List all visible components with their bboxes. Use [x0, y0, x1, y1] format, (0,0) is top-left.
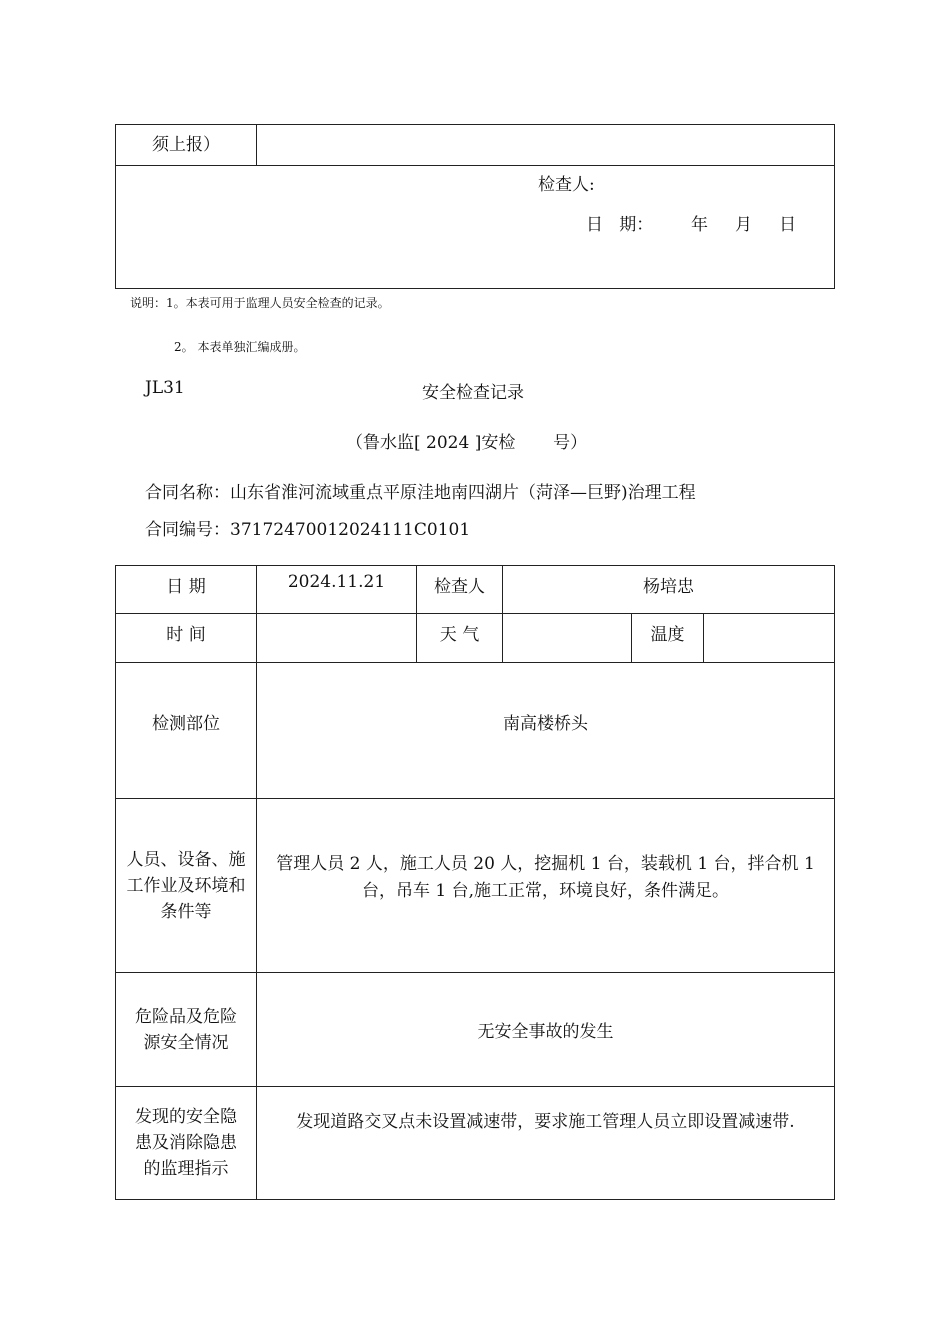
- date-value-cell: [257, 566, 417, 614]
- personnel-label-cell: [116, 799, 257, 973]
- signature-cell: [116, 166, 835, 289]
- inspector-value: 杨培忠: [643, 577, 694, 597]
- findings-value: 发现道路交叉点未设置减速带，要求施工管理人员立即设置减速带.: [296, 1112, 795, 1132]
- inspector-signature-label: 检查人:: [538, 175, 595, 195]
- hazard-value: 无安全事故的发生: [477, 1022, 614, 1042]
- signature-date-line: 日 期： 年 月 日: [586, 215, 797, 235]
- top-continuation-table: [115, 124, 835, 289]
- location-value: 南高楼桥头: [503, 714, 588, 734]
- time-value-cell: [257, 614, 417, 663]
- temperature-value-cell: [704, 614, 835, 663]
- date-label-cell: [116, 566, 257, 614]
- contract-number: 合同编号：37172470012024111C0101: [145, 520, 471, 540]
- hazard-label: 危险品及危险源安全情况: [135, 1006, 237, 1053]
- time-label: 时 间: [166, 625, 206, 645]
- location-label-cell: [116, 663, 257, 799]
- weather-label-cell: [417, 614, 503, 663]
- note-2: 2。 本表单独汇编成册。: [174, 340, 306, 354]
- inspector-label: 检查人: [434, 577, 485, 597]
- findings-label: 发现的安全隐患及消除隐患的监理指示: [135, 1107, 237, 1179]
- inspector-value-cell: [503, 566, 835, 614]
- form-title: 安全检查记录: [422, 383, 524, 403]
- continued-value-cell: [257, 125, 835, 166]
- temperature-label: 温度: [650, 625, 685, 645]
- continued-label-cell: [116, 125, 257, 166]
- time-label-cell: [116, 614, 257, 663]
- findings-value-cell: [257, 1087, 835, 1200]
- personnel-value-cell: [257, 799, 835, 973]
- continued-label: 须上报）: [152, 135, 220, 155]
- form-code: JL31: [145, 378, 185, 398]
- personnel-value: 管理人员 2 人，施工人员 20 人，挖掘机 1 台，装载机 1 台，拌合机 1 台，吊车 1 台,施工正常，环境良好，条件满足。: [276, 854, 815, 901]
- location-label: 检测部位: [152, 714, 220, 734]
- location-value-cell: [257, 663, 835, 799]
- inspection-record-table: [115, 565, 835, 1200]
- personnel-label: 人员、设备、施工作业及环境和条件等: [126, 849, 246, 922]
- inspector-label-cell: [417, 566, 503, 614]
- weather-label: 天 气: [439, 625, 480, 645]
- date-value: 2024.11.21: [287, 572, 386, 592]
- note-1: 说明：1。本表可用于监理人员安全检查的记录。: [130, 296, 390, 310]
- hazard-label-cell: [116, 973, 257, 1087]
- temperature-label-cell: [632, 614, 704, 663]
- weather-value-cell: [503, 614, 632, 663]
- findings-label-cell: [116, 1087, 257, 1200]
- document-number: （鲁水监[ 2024 ]安检 号）: [346, 433, 588, 453]
- hazard-value-cell: [257, 973, 835, 1087]
- contract-name: 合同名称：山东省淮河流域重点平原洼地南四湖片（菏泽—巨野)治理工程: [145, 483, 696, 503]
- date-label: 日 期: [166, 577, 206, 597]
